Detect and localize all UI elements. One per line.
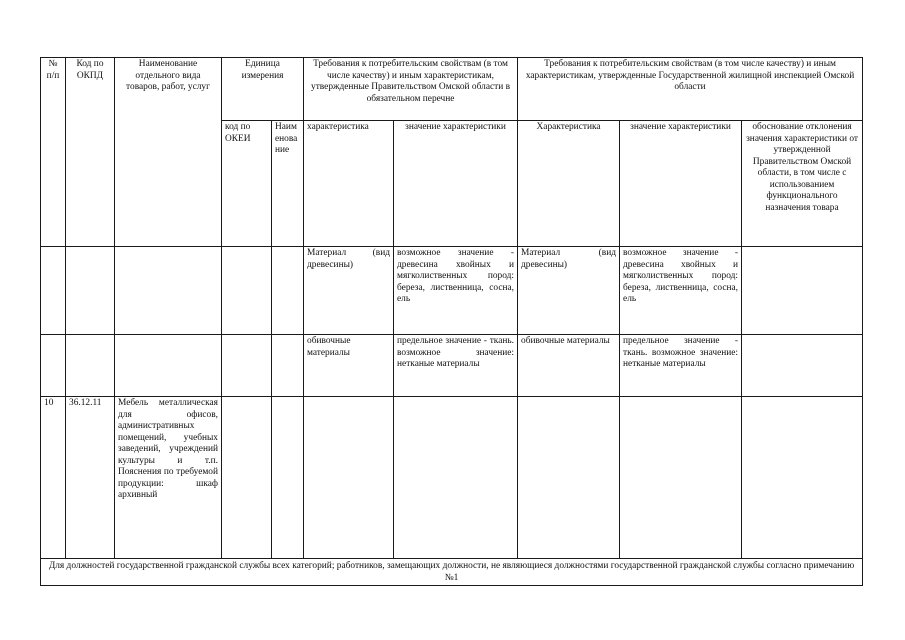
empty-cell [272, 397, 304, 559]
header-requirements-government: Требования к потребительским свойствам (в том числе качеству) и иным характеристикам, утвержденные Правительством Омской области в обязательном перечне [304, 58, 518, 121]
empty-cell [272, 335, 304, 397]
empty-cell [742, 397, 863, 559]
table-header-row [41, 58, 863, 121]
requirements-table [40, 57, 863, 586]
empty-cell [222, 247, 272, 335]
upholstery-value-inspection: предельное значение - ткань. возможное значение: нетканые материалы [620, 335, 742, 397]
header-justification: обоснование отклонения значения характеристики от утвержденной Правительством Омской области, в том числе с использованием функционального назначения товара [742, 121, 863, 247]
material-value-inspection: возможное значение - древесина хвойных и мягколиственных пород: береза, лиственница, сосна, ель [620, 247, 742, 335]
empty-cell [41, 247, 66, 335]
empty-cell [272, 247, 304, 335]
empty-cell [115, 335, 222, 397]
header-char-government: характеристика [304, 121, 394, 247]
empty-cell [394, 397, 518, 559]
empty-cell [115, 247, 222, 335]
material-value-government: возможное значение - древесина хвойных и мягколиственных пород: береза, лиственница, сосна, ель [394, 247, 518, 335]
header-num: № п/п [41, 58, 66, 247]
header-requirements-inspection: Требования к потребительским свойствам (в том числе качеству) и иным характеристикам, утвержденные Государственной жилищной инспекцией Омской области [518, 58, 863, 121]
material-char-inspection: Материал (вид древесины) [518, 247, 620, 335]
header-char-inspection: Характеристика [518, 121, 620, 247]
empty-cell [518, 397, 620, 559]
table-footer-row [41, 559, 863, 586]
item-name: Мебель металлическая для офисов, административных помещений, учебных заведений, учреждений культуры и т.п. Пояснения по требуемой продукции: шкаф архивный [115, 397, 222, 559]
empty-cell [222, 397, 272, 559]
header-name: Наименование отдельного вида товаров, работ, услуг [115, 58, 222, 247]
table-row [41, 247, 863, 335]
header-okpd: Код по ОКПД [66, 58, 115, 247]
table-row [41, 335, 863, 397]
empty-cell [304, 397, 394, 559]
table-row [41, 397, 863, 559]
header-value-inspection: значение характеристики [620, 121, 742, 247]
empty-cell [41, 335, 66, 397]
footer-note: Для должностей государственной гражданской службы всех категорий; работников, замещающих должности, не являющиеся должностями государственной гражданской службы согласно примечанию №1 [41, 559, 863, 586]
upholstery-char-government: обивочные материалы [304, 335, 394, 397]
item-number: 10 [41, 397, 66, 559]
upholstery-char-inspection: обивочные материалы [518, 335, 620, 397]
empty-cell [66, 247, 115, 335]
item-okpd-code: 36.12.11 [66, 397, 115, 559]
header-value-government: значение характеристики [394, 121, 518, 247]
upholstery-value-government: предельное значение - ткань. возможное значение: нетканые материалы [394, 335, 518, 397]
empty-cell [222, 335, 272, 397]
header-unit: Единица измерения [222, 58, 304, 121]
empty-cell [620, 397, 742, 559]
empty-cell [742, 335, 863, 397]
header-unit-name: Наим енова ние [272, 121, 304, 247]
material-char-government: Материал (вид древесины) [304, 247, 394, 335]
empty-cell [66, 335, 115, 397]
header-okei: код по ОКЕИ [222, 121, 272, 247]
empty-cell [742, 247, 863, 335]
